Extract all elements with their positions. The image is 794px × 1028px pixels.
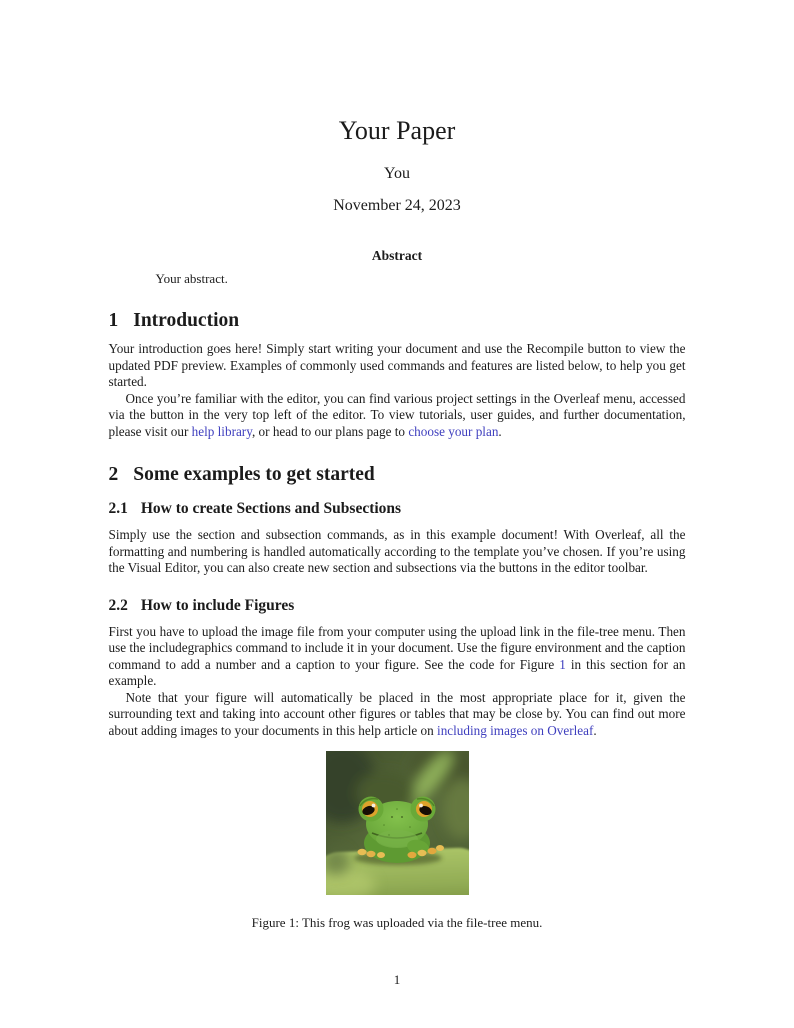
section-2-number: 2 — [108, 464, 119, 485]
figures-1-text-a: First you have to upload the image file from your computer using the upload link in the file-tree menu. Then use the includegraphics command to include it in your document. Use the figure environment and the caption command to add a number and a caption to your figure. See the code for Figure — [108, 623, 686, 672]
including-images-link[interactable]: including images on Overleaf — [437, 722, 594, 738]
subsection-2-1-number: 2.1 — [108, 500, 128, 517]
page-content — [109, 0, 686, 931]
paragraph-figures-1 — [109, 624, 686, 690]
intro-2-text-c: . — [498, 423, 502, 439]
section-2-heading — [109, 464, 686, 486]
help-library-link[interactable]: help library — [191, 423, 252, 439]
figure-1-caption: Figure 1: This frog was uploaded via the file-tree menu. — [251, 915, 543, 930]
subsection-2-1-title: How to create Sections and Subsections — [140, 500, 402, 517]
intro-2-text-b: , or head to our plans page to — [251, 423, 409, 439]
paragraph-sections: Simply use the section and subsection commands, as in this example document! With Overleaf, all the formatting and numbering is handled automatically according to the template you’ve chosen. If you’re using the Visual Editor, you can also create new section and subsections via the buttons in the editor toolbar. — [108, 527, 686, 575]
subsection-2-2-number: 2.2 — [108, 596, 128, 614]
subsection-2-1-heading — [109, 500, 686, 518]
title-block — [109, 116, 686, 215]
page-number: 1 — [393, 972, 401, 987]
paper-author: You — [384, 165, 410, 182]
figures-1-text-b: in this section for an example. — [108, 656, 686, 688]
abstract-text: Your abstract. — [155, 271, 228, 286]
section-1-number: 1 — [108, 310, 119, 331]
paper-title: Your Paper — [338, 116, 456, 145]
section-1-title: Introduction — [133, 310, 240, 331]
figures-2-text-b: . — [593, 722, 597, 738]
figures-2-text-a: Note that your figure will automatically be placed in the most appropriate place for it, given the surrounding text and taking into account other figures or tables that may be close by. You can find out more about adding images to your documents in this help article on — [108, 689, 686, 738]
abstract-heading: Abstract — [371, 248, 423, 263]
section-2-title: Some examples to get started — [133, 464, 375, 485]
figure-1-block — [109, 751, 686, 931]
paragraph-figures-2 — [109, 690, 686, 740]
section-1-heading — [109, 310, 686, 332]
paper-date: November 24, 2023 — [333, 197, 461, 214]
figure-1-ref-link[interactable]: 1 — [559, 656, 566, 672]
paragraph-intro-2 — [109, 391, 686, 441]
subsection-2-2-heading — [109, 597, 686, 615]
paragraph-intro-1: Your introduction goes here! Simply start writing your document and use the Recompile button to view the updated PDF preview. Examples of commonly used commands and features are listed below, to help you get started. — [108, 341, 686, 389]
frog-photo — [326, 751, 469, 895]
subsection-2-2-title: How to include Figures — [140, 596, 295, 614]
intro-2-text-a: Once you’re familiar with the editor, you can find various project settings in the Overleaf menu, accessed via the button in the very top left of the editor. To view tutorials, user guides, and further documentation, please visit our — [108, 390, 686, 439]
choose-your-plan-link[interactable]: choose your plan — [408, 423, 499, 439]
